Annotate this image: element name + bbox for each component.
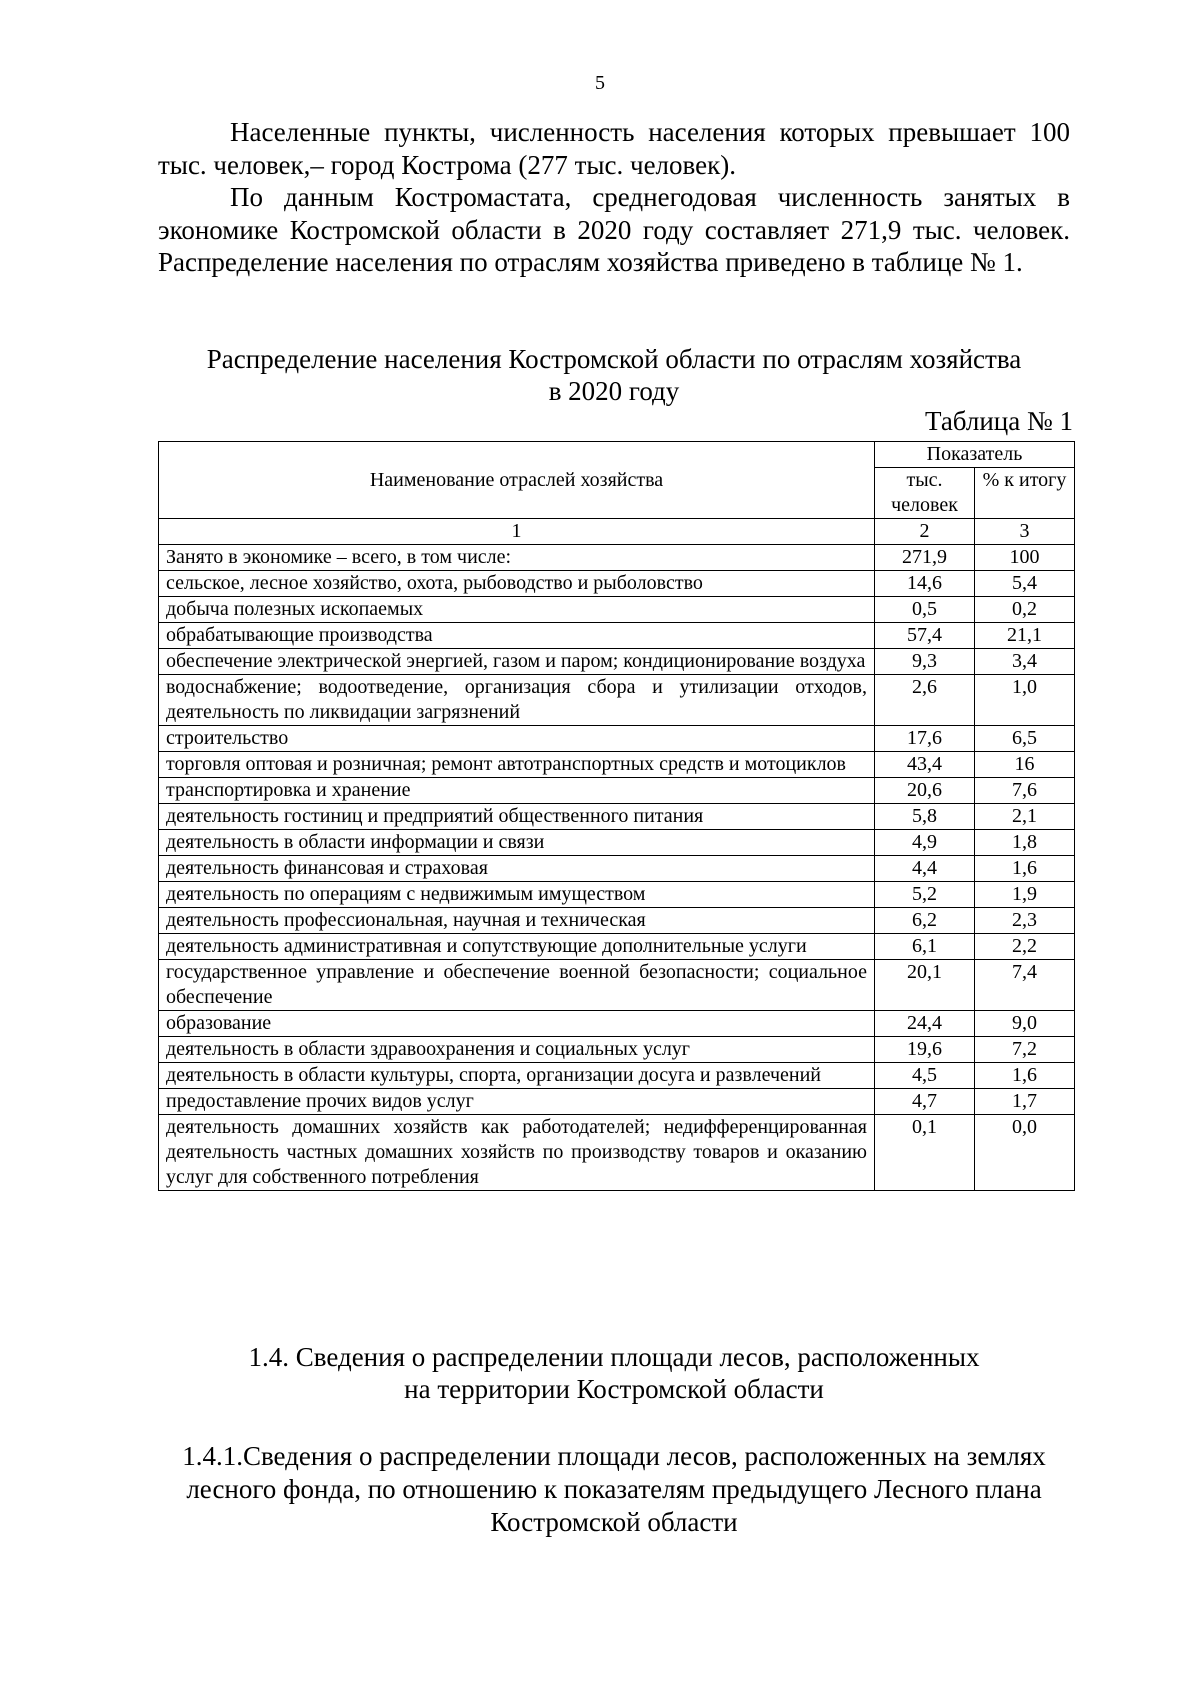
industry-name: образование [159, 1011, 875, 1037]
table-row [159, 649, 1075, 675]
column-header-percent: % к итогу [975, 468, 1075, 519]
column-number: 1 [159, 519, 875, 545]
value-percent: 21,1 [975, 623, 1075, 649]
industry-name: предоставление прочих видов услуг [159, 1089, 875, 1115]
value-percent: 2,2 [975, 934, 1075, 960]
value-percent: 7,4 [975, 960, 1075, 1011]
value-percent: 2,1 [975, 804, 1075, 830]
table-title-line-1: Распределение населения Костромской области по отраслям хозяйства [206, 344, 1022, 374]
table-row [159, 675, 1075, 726]
industry-name: сельское, лесное хозяйство, охота, рыбоводство и рыболовство [159, 571, 875, 597]
value-thousands: 14,6 [875, 571, 975, 597]
industry-name: деятельность в области здравоохранения и социальных услуг [159, 1037, 875, 1063]
value-percent: 1,6 [975, 856, 1075, 882]
value-thousands: 5,2 [875, 882, 975, 908]
table-body [159, 545, 1075, 1191]
table-row [159, 882, 1075, 908]
value-thousands: 6,2 [875, 908, 975, 934]
section-title [158, 1341, 1070, 1405]
value-percent: 1,6 [975, 1063, 1075, 1089]
value-percent: 1,8 [975, 830, 1075, 856]
industry-name: государственное управление и обеспечение военной безопасности; социальное обеспечение [159, 960, 875, 1011]
table-row [159, 934, 1075, 960]
table-row [159, 597, 1075, 623]
table-row [159, 545, 1075, 571]
table-row [159, 726, 1075, 752]
industry-name: деятельность гостиниц и предприятий общественного питания [159, 804, 875, 830]
table-label: Таблица № 1 [925, 406, 1073, 436]
industry-name: обрабатывающие производства [159, 623, 875, 649]
value-thousands: 4,9 [875, 830, 975, 856]
industry-name: строительство [159, 726, 875, 752]
table-row [159, 804, 1075, 830]
value-percent: 1,9 [975, 882, 1075, 908]
value-thousands: 2,6 [875, 675, 975, 726]
table-row [159, 752, 1075, 778]
value-thousands: 5,8 [875, 804, 975, 830]
table-row [159, 830, 1075, 856]
value-percent: 7,2 [975, 1037, 1075, 1063]
page-number: 5 [595, 72, 605, 94]
value-percent: 6,5 [975, 726, 1075, 752]
table-row [159, 856, 1075, 882]
table-row [159, 1115, 1075, 1191]
intro-paragraph-2: По данным Костромастата, среднегодовая численность занятых в экономике Костромской области в 2020 году составляет 271,9 тыс. человек. Распределение населения по отраслям хозяйства приведено в таблице № 1. [158, 182, 1070, 277]
value-thousands: 24,4 [875, 1011, 975, 1037]
value-percent: 5,4 [975, 571, 1075, 597]
section-title-line-1: 1.4. Сведения о распределении площади лесов, расположенных [248, 1342, 980, 1372]
industry-name: обеспечение электрической энергией, газом и паром; кондиционирование воздуха [159, 649, 875, 675]
value-thousands: 6,1 [875, 934, 975, 960]
value-thousands: 20,1 [875, 960, 975, 1011]
column-group-header: Показатель [875, 442, 1075, 468]
value-thousands: 20,6 [875, 778, 975, 804]
value-thousands: 19,6 [875, 1037, 975, 1063]
value-thousands: 17,6 [875, 726, 975, 752]
table-row [159, 1037, 1075, 1063]
industry-name: водоснабжение; водоотведение, организация сбора и утилизации отходов, деятельность по ликвидации загрязнений [159, 675, 875, 726]
industry-name: деятельность профессиональная, научная и техническая [159, 908, 875, 934]
value-percent: 2,3 [975, 908, 1075, 934]
value-thousands: 57,4 [875, 623, 975, 649]
column-number: 3 [975, 519, 1075, 545]
industry-name: деятельность в области культуры, спорта, организации досуга и развлечений [159, 1063, 875, 1089]
value-thousands: 4,7 [875, 1089, 975, 1115]
table-row [159, 908, 1075, 934]
column-header-name: Наименование отраслей хозяйства [159, 442, 875, 519]
table-row [159, 571, 1075, 597]
value-percent: 9,0 [975, 1011, 1075, 1037]
table-row [159, 623, 1075, 649]
subsection-title: 1.4.1.Сведения о распределении площади лесов, расположенных на землях лесного фонда, по отношению к показателям предыдущего Лесного плана Костромской области [182, 1441, 1046, 1537]
table-title-line-2: в 2020 году [548, 376, 680, 406]
table-row [159, 1011, 1075, 1037]
value-thousands: 43,4 [875, 752, 975, 778]
industry-name: торговля оптовая и розничная; ремонт автотранспортных средств и мотоциклов [159, 752, 875, 778]
column-number: 2 [875, 519, 975, 545]
table-row [159, 1089, 1075, 1115]
industry-name: транспортировка и хранение [159, 778, 875, 804]
value-thousands: 4,4 [875, 856, 975, 882]
table-row [159, 1063, 1075, 1089]
table-title [158, 343, 1070, 407]
value-percent: 0,0 [975, 1115, 1075, 1191]
column-number-row [159, 519, 1075, 545]
section-title-line-2: на территории Костромской области [404, 1374, 824, 1404]
industry-distribution-table [158, 441, 1075, 1191]
industry-name: деятельность по операциям с недвижимым имуществом [159, 882, 875, 908]
value-thousands: 9,3 [875, 649, 975, 675]
column-header-thousands: тыс. человек [875, 468, 975, 519]
value-thousands: 0,5 [875, 597, 975, 623]
value-percent: 0,2 [975, 597, 1075, 623]
industry-name: Занято в экономике – всего, в том числе: [159, 545, 875, 571]
industry-name: деятельность административная и сопутствующие дополнительные услуги [159, 934, 875, 960]
value-percent: 1,0 [975, 675, 1075, 726]
value-thousands: 271,9 [875, 545, 975, 571]
value-percent: 100 [975, 545, 1075, 571]
value-percent: 1,7 [975, 1089, 1075, 1115]
value-thousands: 4,5 [875, 1063, 975, 1089]
table-row [159, 778, 1075, 804]
industry-name: добыча полезных ископаемых [159, 597, 875, 623]
value-percent: 7,6 [975, 778, 1075, 804]
table-row [159, 960, 1075, 1011]
value-thousands: 0,1 [875, 1115, 975, 1191]
value-percent: 16 [975, 752, 1075, 778]
industry-name: деятельность в области информации и связи [159, 830, 875, 856]
industry-name: деятельность финансовая и страховая [159, 856, 875, 882]
industry-name: деятельность домашних хозяйств как работодателей; недифференцированная деятельность частных домашних хозяйств по производству товаров и оказанию услуг для собственного потребления [159, 1115, 875, 1191]
intro-paragraph-1: Населенные пункты, численность населения которых превышает 100 тыс. человек,– город Кострома (277 тыс. человек). [158, 117, 1070, 180]
intro-text [158, 116, 1070, 279]
value-percent: 3,4 [975, 649, 1075, 675]
